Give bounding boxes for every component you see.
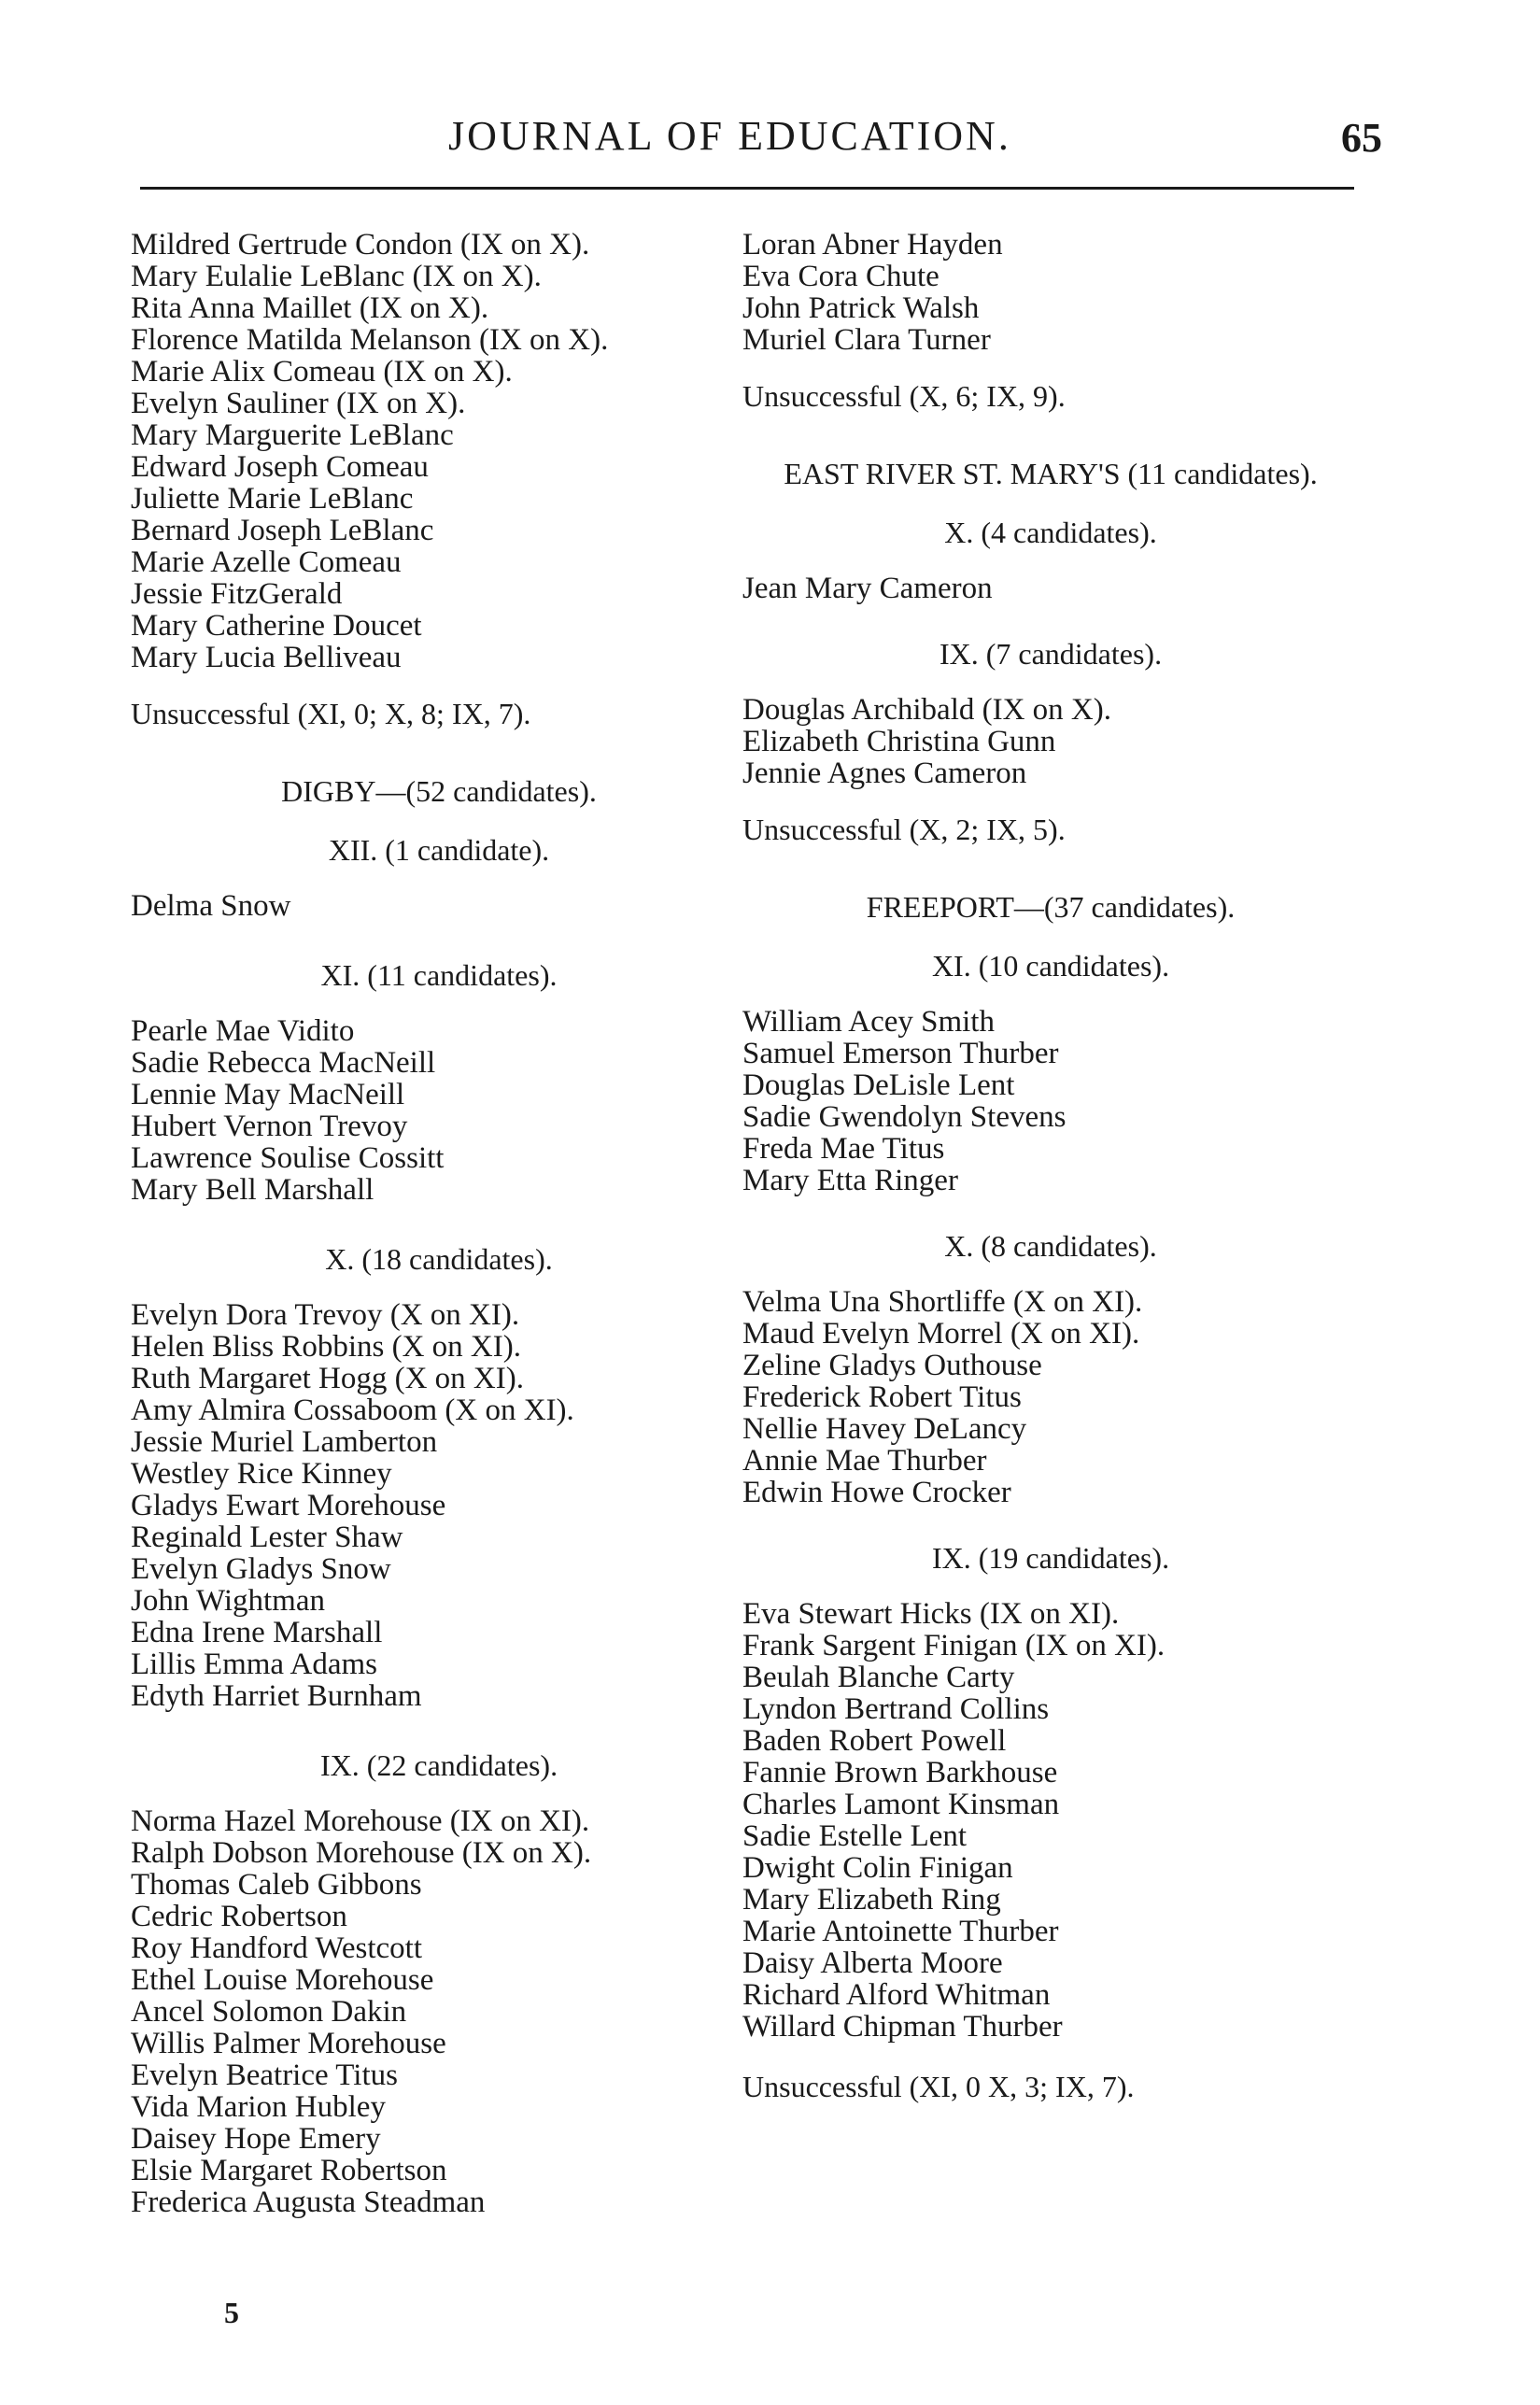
unsuccessful-line: Unsuccessful (X, 2; IX, 5). [742,813,1066,846]
candidate-name: Lyndon Bertrand Collins [742,1692,1050,1726]
candidate-name: Elsie Margaret Robertson [131,2154,447,2187]
candidate-name: Edna Irene Marshall [131,1616,383,1649]
candidate-name: Jessie Muriel Lamberton [131,1425,438,1459]
candidate-name: Daisy Alberta Moore [742,1946,1003,1980]
candidate-name: Mary Catherine Doucet [131,609,422,643]
candidate-name: Juliette Marie LeBlanc [131,482,414,516]
candidate-name: Reginald Lester Shaw [131,1521,403,1554]
candidate-name: Cedric Robertson [131,1900,347,1933]
candidate-name: William Acey Smith [742,1005,995,1039]
candidate-name: Mary Marguerite LeBlanc [131,418,454,452]
grade-heading-ix: IX. (19 candidates). [931,1541,1170,1575]
running-header [131,112,1382,168]
candidate-name: Evelyn Beatrice Titus [131,2058,398,2092]
list-digby-xii [131,890,747,922]
list-freeport-x [742,1286,1359,1508]
grade-heading-xii: XII. (1 candidate). [328,833,550,867]
right-column [742,229,1359,2147]
candidate-name: Marie Antoinette Thurber [742,1915,1059,1948]
candidate-name: Beulah Blanche Carty [742,1661,1015,1694]
list-east-river-ix [742,694,1359,789]
candidate-name: Annie Mae Thurber [742,1444,987,1478]
list-continued-left [131,229,747,673]
candidate-name: Nellie Havey DeLancy [742,1412,1027,1446]
unsuccessful-line: Unsuccessful (X, 6; IX, 9). [742,379,1066,413]
candidate-name: John Patrick Walsh [742,291,980,325]
list-continued-right [742,229,1359,356]
candidate-name: Loran Abner Hayden [742,228,1003,262]
candidate-name: Frank Sargent Finigan (IX on XI). [742,1629,1166,1662]
candidate-name: Lawrence Soulise Cossitt [131,1141,445,1175]
grade-heading-xi: XI. (10 candidates). [931,949,1170,983]
candidate-name: Marie Azelle Comeau [131,545,402,579]
candidate-name: Amy Almira Cossaboom (X on XI). [131,1393,574,1427]
candidate-name: Westley Rice Kinney [131,1457,392,1491]
candidate-name: Mary Bell Marshall [131,1173,374,1207]
candidate-name: Gladys Ewart Morehouse [131,1489,446,1522]
grade-heading-ix: IX. (7 candidates). [939,637,1163,671]
candidate-name: Jennie Agnes Cameron [742,757,1027,790]
candidate-name: Sadie Estelle Lent [742,1819,968,1853]
candidate-name: Richard Alford Whitman [742,1978,1051,2012]
candidate-name: Dwight Colin Finigan [742,1851,1013,1885]
candidate-name: Mary Etta Ringer [742,1164,958,1197]
candidate-name: Delma Snow [131,889,291,923]
candidate-name: Elizabeth Christina Gunn [742,725,1056,758]
candidate-name: Mary Eulalie LeBlanc (IX on X). [131,260,542,293]
candidate-name: Charles Lamont Kinsman [742,1788,1060,1821]
grade-heading-x: X. (4 candidates). [944,516,1157,549]
candidate-name: Marie Alix Comeau (IX on X). [131,355,513,389]
candidate-name: Muriel Clara Turner [742,323,991,357]
candidate-name: Ancel Solomon Dakin [131,1995,407,2029]
candidate-name: Evelyn Sauliner (IX on X). [131,387,466,420]
section-heading-east-river: EAST RIVER ST. MARY'S (11 candidates). [784,457,1318,490]
page-number: 65 [1341,115,1382,161]
candidate-name: Frederica Augusta Steadman [131,2186,486,2219]
candidate-name: Norma Hazel Morehouse (IX on XI). [131,1804,590,1838]
candidate-name: Ruth Margaret Hogg (X on XI). [131,1362,524,1395]
signature-mark: 5 [224,2296,239,2329]
candidate-name: Edwin Howe Crocker [742,1476,1011,1509]
candidate-name: Daisey Hope Emery [131,2122,381,2156]
candidate-name: Sadie Rebecca MacNeill [131,1046,436,1080]
candidate-name: Samuel Emerson Thurber [742,1037,1059,1070]
unsuccessful-line: Unsuccessful (XI, 0 X, 3; IX, 7). [742,2070,1135,2103]
candidate-name: Bernard Joseph LeBlanc [131,514,434,547]
header-rule [140,187,1354,190]
candidate-name: Lillis Emma Adams [131,1648,377,1681]
candidate-name: Frederick Robert Titus [742,1380,1022,1414]
candidate-name: Evelyn Gladys Snow [131,1552,391,1586]
candidate-name: Mary Lucia Belliveau [131,641,402,674]
list-freeport-ix [742,1598,1359,2043]
candidate-name: Jessie FitzGerald [131,577,343,611]
candidate-name: Lennie May MacNeill [131,1078,405,1111]
list-east-river-x [742,573,1359,604]
candidate-name: Evelyn Dora Trevoy (X on XI). [131,1298,520,1332]
list-digby-ix [131,1805,747,2218]
candidate-name: Florence Matilda Melanson (IX on X). [131,323,609,357]
candidate-name: Hubert Vernon Trevoy [131,1110,408,1143]
candidate-name: Zeline Gladys Outhouse [742,1349,1042,1382]
grade-heading-xi: XI. (11 candidates). [320,958,558,992]
candidate-name: Ralph Dobson Morehouse (IX on X). [131,1836,592,1870]
grade-heading-x: X. (18 candidates). [325,1242,553,1276]
candidate-name: Thomas Caleb Gibbons [131,1868,422,1902]
candidate-name: Eva Stewart Hicks (IX on XI). [742,1597,1120,1631]
grade-heading-ix: IX. (22 candidates). [319,1748,558,1782]
candidate-name: Willard Chipman Thurber [742,2010,1063,2044]
list-digby-xi [131,1015,747,1206]
candidate-name: Douglas DeLisle Lent [742,1068,1015,1102]
candidate-name: Ethel Louise Morehouse [131,1963,434,1997]
candidate-name: Freda Mae Titus [742,1132,945,1166]
candidate-name: Douglas Archibald (IX on X). [742,693,1112,727]
list-digby-x [131,1299,747,1712]
candidate-name: Baden Robert Powell [742,1724,1007,1758]
candidate-name: Sadie Gwendolyn Stevens [742,1100,1067,1134]
candidate-name: Willis Palmer Morehouse [131,2027,446,2060]
candidate-name: Mary Elizabeth Ring [742,1883,1001,1917]
list-freeport-xi [742,1006,1359,1196]
candidate-name: Edward Joseph Comeau [131,450,429,484]
candidate-name: Maud Evelyn Morrel (X on XI). [742,1317,1140,1351]
candidate-name: John Wightman [131,1584,325,1618]
candidate-name: Roy Handford Westcott [131,1931,423,1965]
candidate-name: Rita Anna Maillet (IX on X). [131,291,489,325]
grade-heading-x: X. (8 candidates). [944,1229,1157,1263]
left-column [131,229,747,2218]
unsuccessful-line: Unsuccessful (XI, 0; X, 8; IX, 7). [131,697,531,730]
candidate-name: Mildred Gertrude Condon (IX on X). [131,228,590,262]
candidate-name: Vida Marion Hubley [131,2090,386,2124]
section-heading-freeport: FREEPORT—(37 candidates). [866,890,1236,924]
candidate-name: Pearle Mae Vidito [131,1014,355,1048]
journal-title: JOURNAL OF EDUCATION. [448,113,1011,159]
section-heading-digby: DIGBY—(52 candidates). [281,774,597,808]
candidate-name: Fannie Brown Barkhouse [742,1756,1058,1790]
candidate-name: Velma Una Shortliffe (X on XI). [742,1285,1143,1319]
candidate-name: Eva Cora Chute [742,260,940,293]
candidate-name: Helen Bliss Robbins (X on XI). [131,1330,521,1364]
candidate-name: Jean Mary Cameron [742,572,993,605]
candidate-name: Edyth Harriet Burnham [131,1679,422,1713]
